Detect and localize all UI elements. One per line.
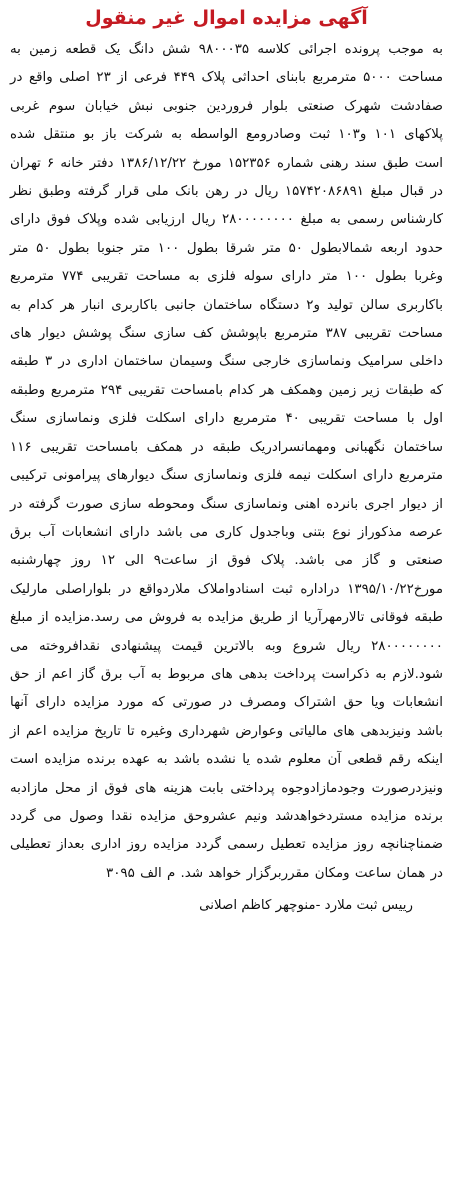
notice-reference: م الف ۳۰۹۵ <box>106 865 176 881</box>
notice-body <box>10 36 443 888</box>
notice-signature: رییس ثبت ملارد -منوچهر کاظم اصلانی <box>199 898 413 914</box>
notice-title: آگهی مزایده اموال غیر منقول <box>85 7 368 29</box>
notice-body-text: به موجب پرونده اجرائی کلاسه ۹۸۰۰۰۳۵ شش دانگ یک قطعه زمین به مساحت ۵۰۰۰ مترمربع بابنای احداثی پلاک ۴۴۹ فرعی از ۲۳ اصلی واقع در صفادشت شهرک صنعتی بلوار فروردین جنوبی نبش خیابان سوم غربی پلاکهای ۱۰۱ و۱۰۳ ثبت وصادرومع الواسطه به شرکت باز بو منتقل شده است طبق سند رهنی شماره ۱۵۲۳۵۶ مورخ ۱۳۸۶/۱۲/۲۲ دفتر خانه ۶ تهران در قبال مبلغ ۱۵۷۴۲۰۸۶۸۹۱ ریال در رهن بانک ملی قرار گرفته وطبق نظر کارشناس رسمی به مبلغ ۲۸۰۰۰۰۰۰۰۰ ریال ارزیابی شده وپلاک فوق دارای حدود اربعه شمالابطول ۵۰ متر شرقا بطول ۱۰۰ متر جنوبا بطول ۵۰ متر وغربا بطول ۱۰۰ متر دارای سوله فلزی به مساحت تقریبی ۷۷۴ مترمربع باکاربری سالن تولید و۲ دستگاه ساختمان جانبی باکاربری انبار هر کدام به مساحت تقریبی ۳۸۷ مترمربع باپوشش کف سازی سنگ پوشش دیوار های داخلی سرامیک ونماسازی خارجی سنگ وسیمان ساختمان اداری در ۳ طبقه که طبقات زیر زمین وهمکف هر کدام بامساحت تقریبی ۲۹۴ مترمربع وطبقه اول با مساحت تقریبی ۴۰ مترمربع دارای اسکلت فلزی ونماسازی سنگ ساختمان نگهبانی ومهمانسرادریک طبقه در همکف بامساحت تقریبی ۱۱۶ مترمربع دارای اسکلت نیمه فلزی ونماسازی سنگ دیوارهای پیرامونی ترکیبی از دیوار اجری بانرده اهنی ونماسازی سنگ ومحوطه سازی صورت گرفته در عرصه مذکوراز نوع بتنی وباجدول کاری می باشد دارای انشعابات آب برق صنعتی و گاز می باشد. پلاک فوق از ساعت۹ الی ۱۲ روز چهارشنبه مورخ۱۳۹۵/۱۰/۲۲ دراداره ثبت اسنادواملاک ملاردواقع در بلواراصلی مارلیک طبقه فوقانی تالارمهرآریا از طریق مزایده به فروش می رسد.مزایده از مبلغ ۲۸۰۰۰۰۰۰۰۰ ریال شروع وبه بالاترین قیمت پیشنهادی نقدافروخته می شود.لازم به ذکراست پرداخت بدهی های مربوط به آب برق گاز اعم از حق انشعابات ویا حق اشتراک ومصرف در صورتی که مورد مزایده دارای آنها باشد ونیزبدهی های مالیاتی وعوارض شهرداری وغیره تا تاریخ مزایده اعم از اینکه رقم قطعی آن معلوم شده یا نشده باشد به عهده برنده مزایده است ونیزدرصورت وجودمازادوجوه پرداختی بابت هزینه های فوق از محل مازادبه برنده مزایده مستردخواهدشد ونیم عشروحق مزایده نقدا وصول می گردد ضمناچنانچه روز مزایده تعطیل رسمی گردد مزایده روز اداری بعداز تعطیلی در همان ساعت ومکان مقرربرگزار خواهد شد. <box>10 42 444 881</box>
